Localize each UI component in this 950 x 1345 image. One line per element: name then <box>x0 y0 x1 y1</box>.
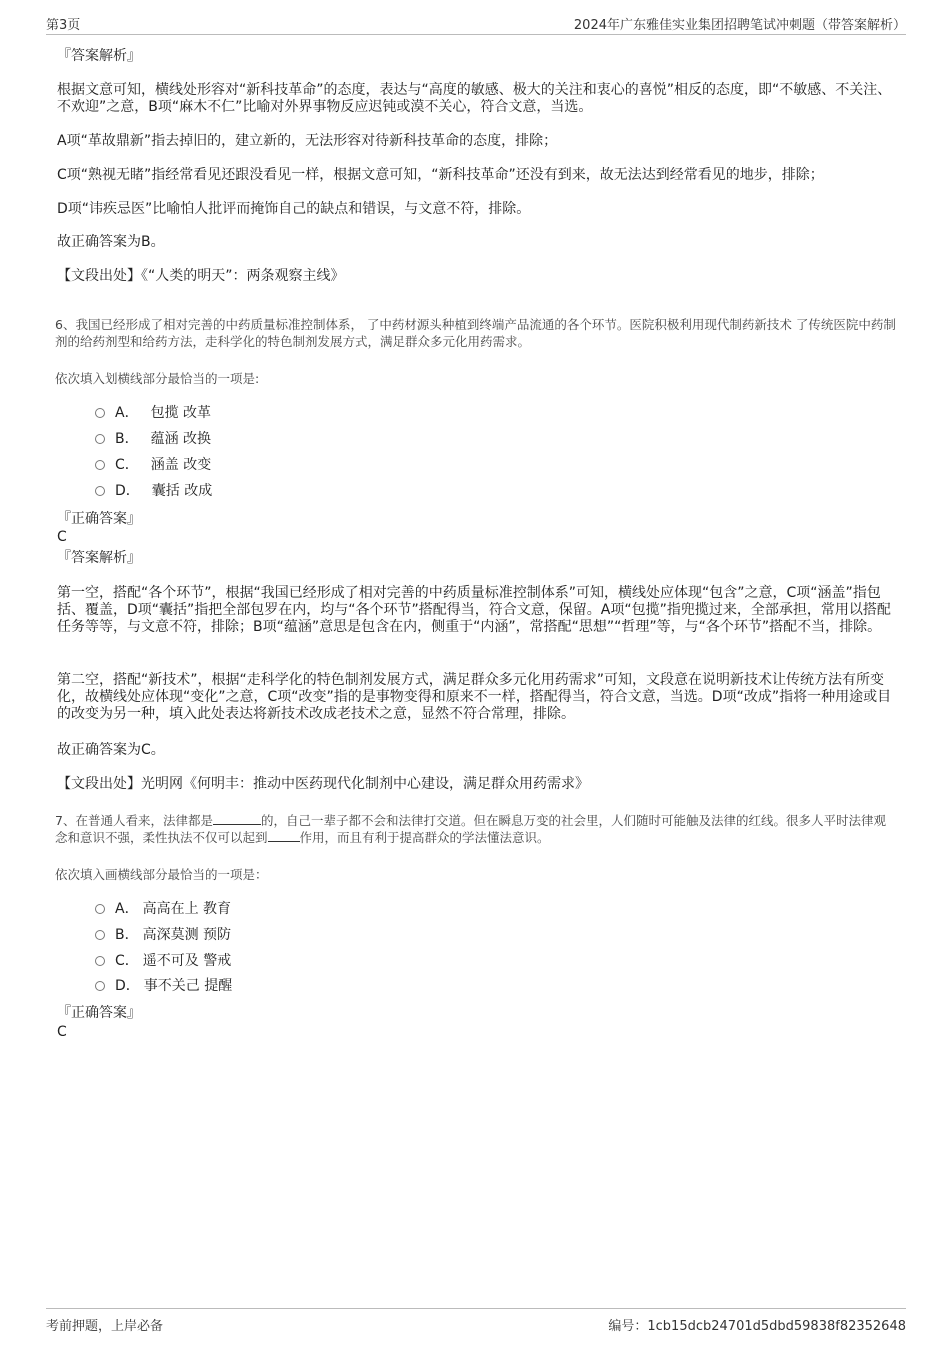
radio-icon[interactable] <box>95 904 105 914</box>
document-id: 编号：1cb15dcb24701d5dbd59838f82352648 <box>608 1319 906 1334</box>
radio-icon[interactable] <box>95 460 105 470</box>
explain-label: 『答案解析』 <box>57 550 141 566</box>
question-6-stem: 6、我国已经形成了相对完善的中药质量标准控制体系， 了中药材源头种植到终端产品流通的各个环节。医院积极利用现代制药新技术 了传统医院中药制剂的给药剂型和给药方法，走科学化的特色制剂发展方式，满足群众多元化用药需求。 <box>55 317 896 349</box>
correct-answer-label: 『正确答案』 <box>57 1005 141 1021</box>
answer-line: 故正确答案为C。 <box>57 742 165 758</box>
option-a[interactable]: A． 包揽 改革 <box>95 403 211 423</box>
question-7-prompt: 依次填入画横线部分最恰当的一项是： <box>55 867 268 882</box>
option-d[interactable]: D． 事不关己 提醒 <box>95 976 232 996</box>
radio-icon[interactable] <box>95 930 105 940</box>
explain-paragraph: D项“讳疾忌医”比喻怕人批评而掩饰自己的缺点和错误，与文意不符，排除。 <box>57 201 531 217</box>
page-footer <box>46 1308 906 1333</box>
fill-blank <box>213 812 261 825</box>
option-b[interactable]: B． 高深莫测 预防 <box>95 925 231 945</box>
radio-icon[interactable] <box>95 434 105 444</box>
radio-icon[interactable] <box>95 956 105 966</box>
page-header <box>46 14 906 35</box>
page-number: 第3页 <box>46 18 81 33</box>
explain-paragraph: C项“熟视无睹”指经常看见还跟没看见一样，根据文意可知，“新科技革命”还没有到来，故无法达到经常看见的地步，排除； <box>57 167 824 183</box>
answer-line: 故正确答案为B。 <box>57 234 165 250</box>
question-6-prompt: 依次填入划横线部分最恰当的一项是: <box>55 371 260 386</box>
explain-paragraph: A项“革故鼎新”指去掉旧的，建立新的，无法形容对待新科技革命的态度，排除； <box>57 133 558 149</box>
source-line: 【文段出处】光明网《何明丰：推动中医药现代化制剂中心建设，满足群众用药需求》 <box>57 776 589 792</box>
explain-label: 『答案解析』 <box>57 48 141 64</box>
correct-answer: C <box>57 529 67 545</box>
option-c[interactable]: C． 涵盖 改变 <box>95 455 211 475</box>
option-d[interactable]: D． 囊括 改成 <box>95 481 212 501</box>
radio-icon[interactable] <box>95 486 105 496</box>
correct-answer: C <box>57 1024 67 1040</box>
option-b[interactable]: B． 蕴涵 改换 <box>95 429 211 449</box>
option-c[interactable]: C． 遥不可及 警戒 <box>95 951 231 971</box>
correct-answer-label: 『正确答案』 <box>57 511 141 527</box>
source-line: 【文段出处】《“人类的明天”：两条观察主线》 <box>57 268 345 284</box>
explain-paragraph: 第二空，搭配“新技术”，根据“走科学化的特色制剂发展方式，满足群众多元化用药需求”可知，文段意在说明新技术让传统方法有所变化，故横线处应体现“变化”之意，C项“改变”指的是事物变得和原来不一样，搭配得当，符合文意，当选。D项“改成”指将一种用途或目的改变为另一种，填入此处表达将新技术改成老技术之意，显然不符合常理，排除。 <box>57 672 892 722</box>
radio-icon[interactable] <box>95 408 105 418</box>
radio-icon[interactable] <box>95 981 105 991</box>
explain-paragraph: 第一空，搭配“各个环节”，根据“我国已经形成了相对完善的中药质量标准控制体系”可知，横线处应体现“包含”之意，C项“涵盖”指包括、覆盖，D项“囊括”指把全部包罗在内，均与“各个环节”搭配得当，符合文意，保留。A项“包揽”指兜揽过来，全部承担，常用以搭配任务等等，与文意不符，排除；B项“蕴涵”意思是包含在内，侧重于“内涵”，常搭配“思想”“哲理”等，与“各个环节”搭配不当，排除。 <box>57 585 891 635</box>
footer-slogan: 考前押题，上岸必备 <box>46 1319 164 1334</box>
option-a[interactable]: A． 高高在上 教育 <box>95 899 231 919</box>
fill-blank <box>268 829 300 842</box>
question-7-stem: 7、在普通人看来，法律都是 的，自己一辈子都不会和法律打交道。但在瞬息万变的社会里，人们随时可能触及法律的红线。很多人平时法律观念和意识不强，柔性执法不仅可以起到 作用，而且有利于提高群众的学法懂法意识。 <box>55 813 886 845</box>
document-title: 2024年广东雅佳实业集团招聘笔试冲刺题（带答案解析） <box>573 18 906 33</box>
explain-paragraph: 根据文意可知，横线处形容对“新科技革命”的态度，表达与“高度的敏感、极大的关注和衷心的喜悦”相反的态度，即“不敏感、不关注、不欢迎”之意，B项“麻木不仁”比喻对外界事物反应迟钝或漠不关心，符合文意，当选。 <box>57 82 892 115</box>
